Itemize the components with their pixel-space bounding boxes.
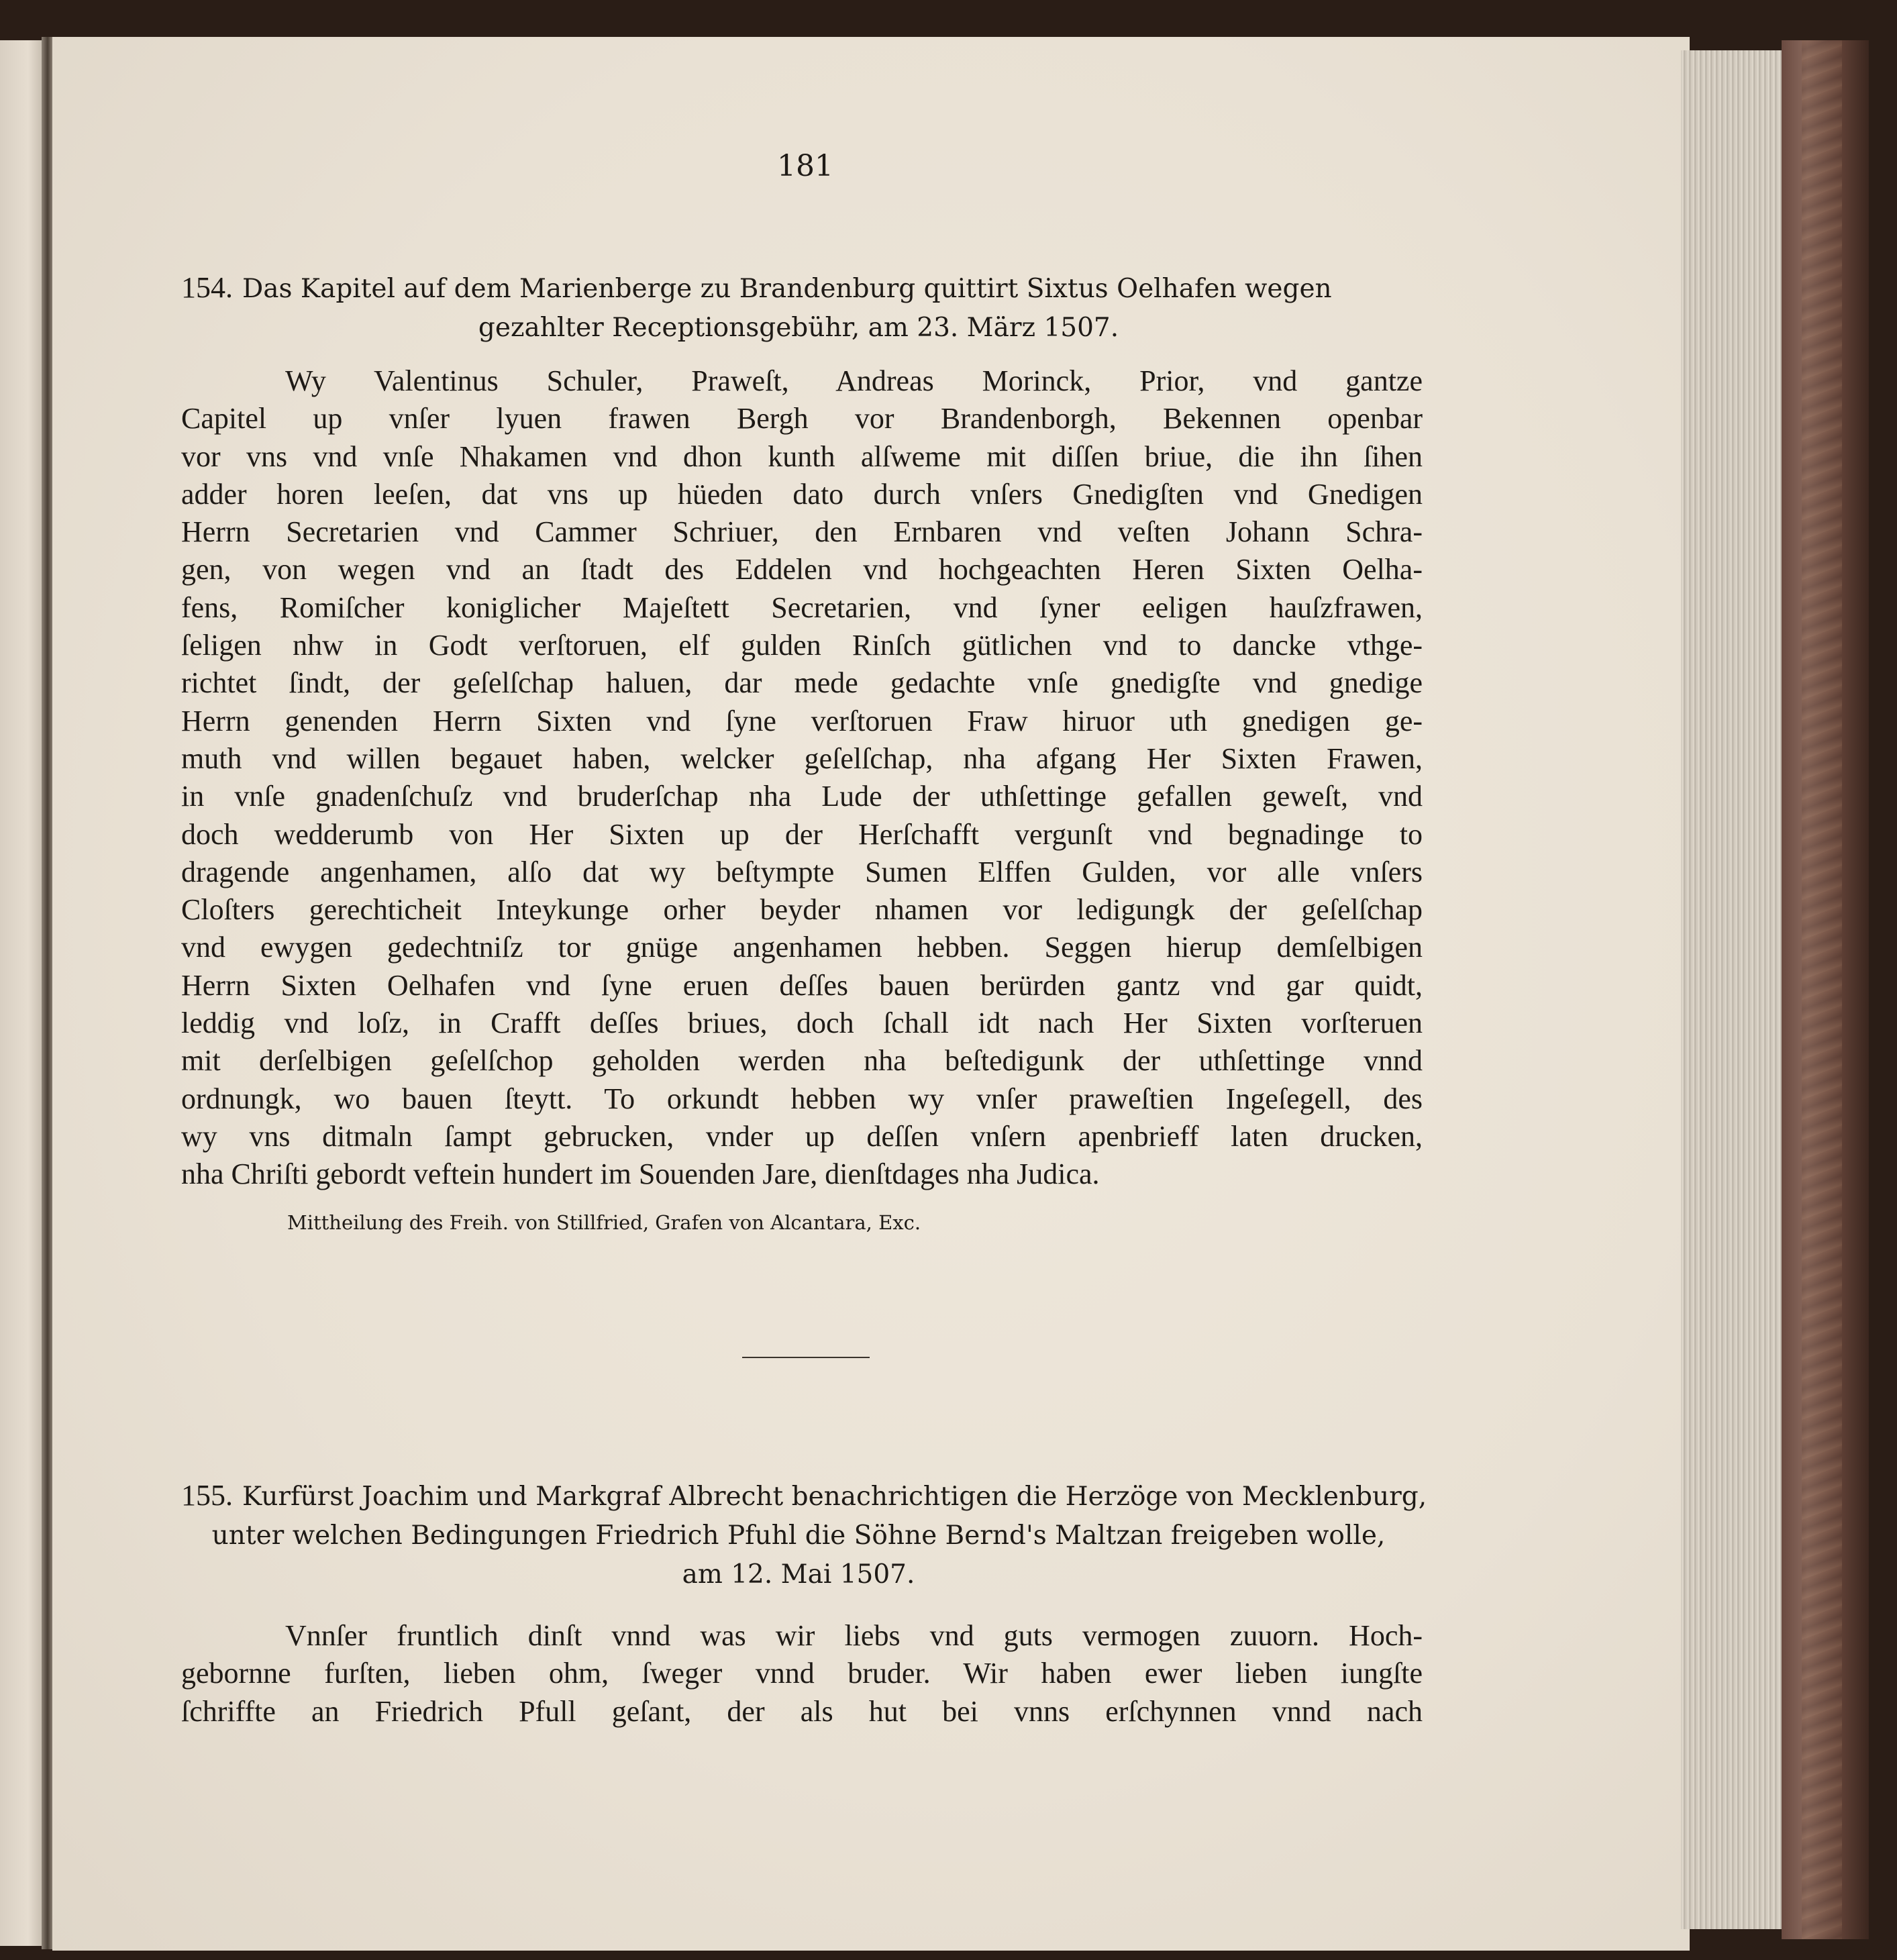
heading-text: Das Kapitel auf dem Marienberge zu Brandenburg quittirt Sixtus Oelhafen wegen xyxy=(242,274,1332,304)
body-line: Wy Valentinus Schuler, Praweſt, Andreas Morinck, Prior, vnd gantze xyxy=(285,364,1423,397)
heading-line xyxy=(181,268,1416,309)
body-line: fens, Romiſcher koniglicher Majeſtett Secretarien, vnd ſyner eeligen hauſzfrawen, xyxy=(181,590,1423,624)
body-line: muth vnd willen begauet haben, welcker geſelſchap, nha afgang Her Sixten Frawen, xyxy=(181,741,1423,775)
body-line: Herrn genenden Herrn Sixten vnd ſyne verſtoruen Fraw hiruor uth gnedigen ge- xyxy=(181,704,1423,737)
body-line: in vnſe gnadenſchuſz vnd bruderſchap nha Lude der uthſettinge gefallen geweſt, vnd xyxy=(181,780,1423,813)
body-line: gebornne furſten, lieben ohm, ſweger vnnd bruder. Wir haben ewer lieben iungſte xyxy=(181,1657,1423,1690)
section-155-heading xyxy=(181,1476,1427,1594)
body-line: adder horen leeſen, dat vns up hüeden dato durch vnſers Gnedigſten vnd Gnedigen xyxy=(181,477,1423,511)
body-line: doch wedderumb von Her Sixten up der Herſchafft vergunſt vnd begnadinge to xyxy=(181,817,1423,851)
page-stack-edges xyxy=(1681,50,1782,1929)
heading-line: unter welchen Bedingungen Friedrich Pfuhl die Söhne Bernd's Maltzan freigeben wolle, xyxy=(211,1520,1386,1551)
section-number: 155. xyxy=(181,1479,233,1512)
body-line: Capitel up vnſer lyuen frawen Bergh vor Brandenborgh, Bekennen openbar xyxy=(181,402,1423,435)
section-divider xyxy=(742,1357,870,1358)
body-line: Cloſters gerechticheit Inteykunge orher beyder nhamen vor ledigungk der geſelſchap xyxy=(181,893,1423,927)
body-line: nha Chriſti gebordt veftein hundert im Souenden Jare, dienſtdages nha Judica. xyxy=(181,1157,1100,1191)
body-line: dragende angenhamen, alſo dat wy beſtympte Sumen Elffen Gulden, vor alle vnſers xyxy=(181,855,1423,888)
body-line: vnd ewygen gedechtniſz tor gnüge angenhamen hebben. Seggen hierup demſelbigen xyxy=(181,931,1423,964)
heading-line: gezahlter Receptionsgebühr, am 23. März 1507. xyxy=(478,313,1119,343)
body-line: ordnungk, wo bauen ſteytt. To orkundt hebben wy vnſer praweſtien Ingeſegell, des xyxy=(181,1082,1423,1115)
body-line: Herrn Secretarien vnd Cammer Schriuer, den Ernbaren vnd veſten Johann Schra- xyxy=(181,515,1423,549)
left-page-edge xyxy=(0,40,47,1946)
section-154-heading xyxy=(181,268,1416,348)
body-line: leddig vnd loſz, in Crafft deſſes briues, doch ſchall idt nach Her Sixten vorſteruen xyxy=(181,1007,1423,1040)
body-line: vor vns vnd vnſe Nhakamen vnd dhon kunth alſweme mit diſſen briue, die ihn ſihen xyxy=(181,440,1423,473)
body-line: mit derſelbigen geſelſchop geholden werden nha beſtedigunk der uthſettinge vnnd xyxy=(181,1044,1423,1078)
heading-line xyxy=(181,1476,1427,1516)
page-number: 181 xyxy=(777,149,833,183)
body-line: ſeligen nhw in Godt verſtoruen, elf gulden Rinſch gütlichen vnd to dancke vthge- xyxy=(181,629,1423,662)
body-line: ſchriffte an Friedrich Pfull geſant, der als hut bei vnns erſchynnen vnnd nach xyxy=(181,1694,1423,1728)
heading-line: am 12. Mai 1507. xyxy=(682,1559,915,1590)
section-154-body xyxy=(181,362,1423,1194)
heading-text: Kurfürst Joachim und Markgraf Albrecht benachrichtigen die Herzöge von Mecklenburg, xyxy=(242,1482,1427,1512)
body-line: richtet ſindt, der geſelſchap haluen, dar mede gedachte vnſe gnedigſte vnd gnedige xyxy=(181,666,1423,700)
body-line: gen, von wegen vnd an ſtadt des Eddelen vnd hochgeachten Heren Sixten Oelha- xyxy=(181,553,1423,586)
book-cover-edge xyxy=(1782,40,1869,1939)
body-line: Vnnſer fruntlich dinſt vnnd was wir liebs vnd guts vermogen zuuorn. Hoch- xyxy=(285,1619,1423,1652)
section-number: 154. xyxy=(181,271,233,304)
body-line: wy vns ditmaln ſampt gebrucken, vnder up deſſen vnſern apenbrieff laten drucken, xyxy=(181,1119,1423,1153)
section-155-body xyxy=(181,1617,1423,1731)
source-note: Mittheilung des Freih. von Stillfried, Grafen von Alcantara, Exc. xyxy=(287,1211,921,1234)
body-line: Herrn Sixten Oelhafen vnd ſyne eruen deſſes bauen berürden gantz vnd gar quidt, xyxy=(181,968,1423,1002)
